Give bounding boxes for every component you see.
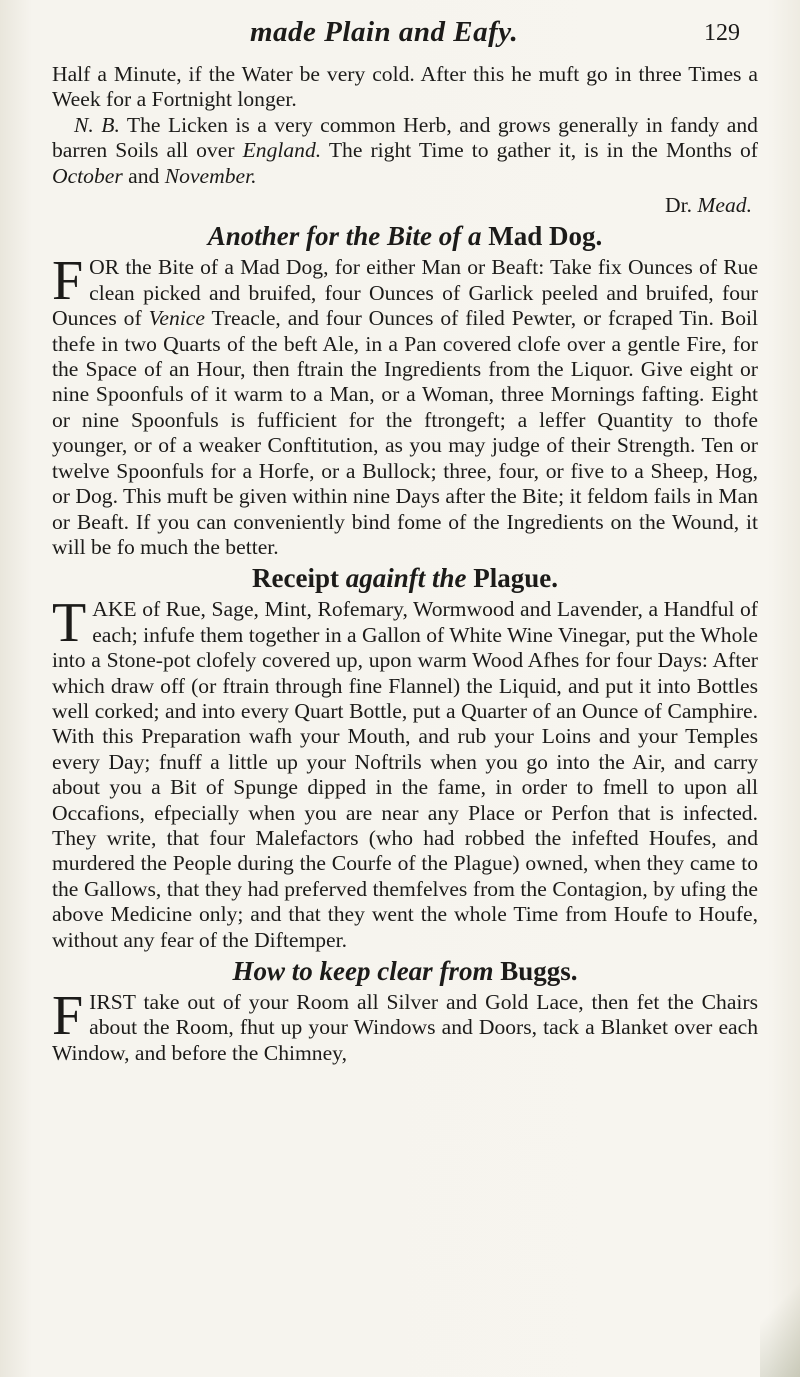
section-heading-buggs: How to keep clear from Buggs.	[232, 956, 578, 986]
paragraph-continuation	[52, 62, 758, 113]
month-october: October	[52, 163, 123, 188]
author-signature: Dr. Mead.	[665, 193, 752, 218]
running-head	[0, 8, 800, 56]
recipe-buggs: FIRST take out of your Room all Silver and Gold Lace, then fet the Chairs about the Room, fhut up your Windows and Doors, tack a Blanket over each Window, and before the Chimney,	[52, 985, 758, 1065]
drop-cap: F	[52, 250, 84, 313]
drop-cap: T	[52, 592, 87, 655]
recipe-plague: TAKE of Rue, Sage, Mint, Rofemary, Wormwood and Lavender, a Handful of each; infufe them together in a Gallon of White Wine Vinegar, put the Whole into a Stone-pot clofely covered up, upon warm Wood Afhes for four Days: After which draw off (or ftrain through fine Flannel) the Liquid, and put it into Bottles well corked; and into every Quart Bottle, put a Quarter of an Ounce of Camphire. With this Preparation wafh your Mouth, and rub your Loins and your Temples every Day; fnuff a little up your Noftrils when you go into the Air, and carry about you a Bit of Spunge dipped in the fame, in order to fmell to upon all Occafions, efpecially when you are near any Place or Perfon that is infected. They write, that four Malefactors (who had robbed the infefted Houfes, and murdered the People during the Courfe of the Plague) owned, when they came to the Gallows, that they had preferved themfelves from the Contagion, by ufing the above Medicine only; and that they went the whole Time from Houfe to Houfe, without any fear of the Diftemper.	[52, 592, 758, 952]
paragraph-text: Half a Minute, if the Water be very cold. After this he muft go in three Times a Week for a Fortnight longer.	[52, 62, 758, 112]
place-venice: Venice	[148, 306, 205, 331]
month-november: November.	[164, 163, 257, 188]
section-heading-plague: Receipt againft the Plague.	[252, 563, 558, 594]
running-title: made Plain and Eafy.	[250, 16, 519, 48]
author-name: Mead.	[697, 193, 752, 218]
section-heading-mad-dog: Another for the Bite of a Mad Dog.	[207, 221, 603, 252]
place-england: England.	[242, 138, 322, 163]
paragraph-note: N. B. The Licken is a very common Herb, and grows generally in fandy and barren Soils all over England. The right Time to gather it, is in the Months of October and November.	[52, 112, 758, 188]
page-corner-shadow	[760, 1257, 800, 1377]
body-text	[52, 62, 758, 1066]
recipe-mad-dog: FOR the Bite of a Mad Dog, for either Man or Beaft: Take fix Ounces of Rue clean picked and bruifed, four Ounces of Garlick peeled and bruifed, four Ounces of Venice Treacle, and four Ounces of filed Pewter, or fcraped Tin. Boil thefe in two Quarts of the beft Ale, in a Pan covered clofe over a gentle Fire, for the Space of an Hour, then ftrain the Ingredients from the Liquor. Give eight or nine Spoonfuls of it warm to a Man, or a Woman, three Mornings fafting. Eight or nine Spoonfuls is fufficient for the ftrongeft; a leffer Quantity to thofe younger, or of a weaker Conftitution, as you may judge of their Strength. Ten or twelve Spoonfuls for a Horfe, or a Bullock; three, four, or five to a Sheep, Hog, or Dog. This muft be given within nine Days after the Bite; it feldom fails in Man or Beaft. If you can conveniently bind fome of the Ingredients on the Wound, it will be fo much the better.	[52, 250, 758, 559]
drop-cap: F	[52, 985, 84, 1047]
nota-bene: N. B.	[74, 112, 120, 137]
page-number: 129	[704, 20, 740, 46]
